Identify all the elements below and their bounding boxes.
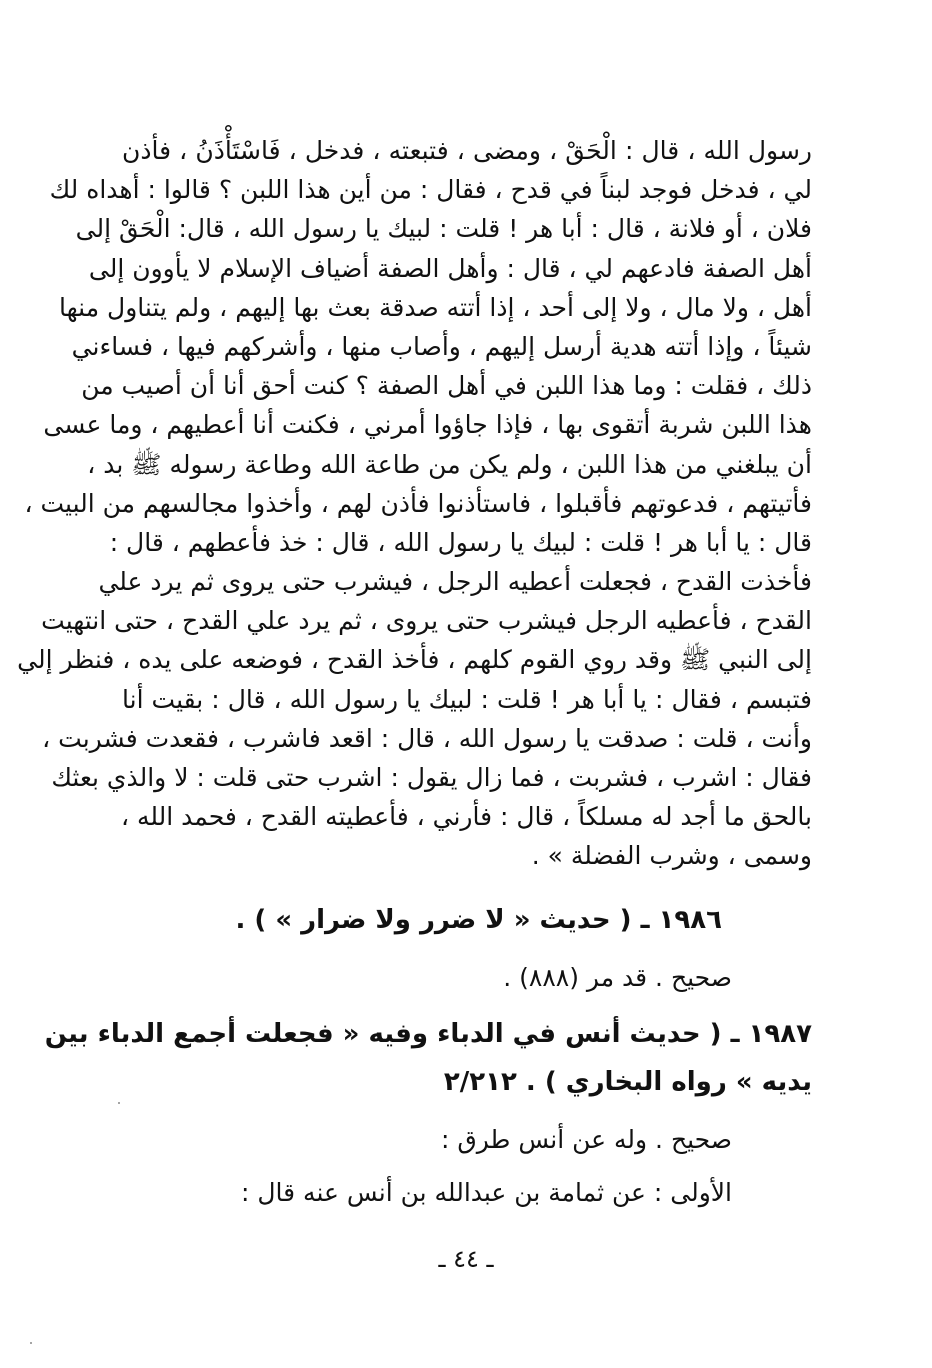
text-line: القدح ، فأعطيه الرجل فيشرب حتى يروى ، ثم يرد علي القدح ، حتى انتهيت xyxy=(41,606,812,636)
text-line: فتبسم ، فقال : يا أبا هر ! قلت : لبيك يا رسول الله ، قال : بقيت أنا xyxy=(122,684,812,714)
hadith-body-text xyxy=(17,131,812,876)
text-line: فقال : اشرب ، فشربت ، فما زال يقول : اشرب حتى قلت : لا والذي بعثك xyxy=(51,763,812,792)
text-line: فلان ، أو فلانة ، قال : أبا هر ! قلت : لبيك يا رسول الله ، قال: الْحَقْ إلى xyxy=(75,214,812,244)
text-line: فأتيتهم ، فدعوتهم فأقبلوا ، فاستأذنوا فأذن لهم ، وأخذوا مجالسهم من البيت ، xyxy=(24,488,812,518)
text-line: شيئاً ، وإذا أتته هدية أرسل إليهم ، وأصاب منها ، وأشركهم فيها ، فساءني xyxy=(71,331,812,361)
text-line: لي ، فدخل فوجد لبناً في قدح ، فقال : من أين هذا اللبن ؟ قالوا : أهداه لك xyxy=(49,175,812,205)
entry-1987-heading-line1: ١٩٨٧ ـ ( حديث أنس في الدباء وفيه « فجعلت أجمع الدباء بين xyxy=(44,1019,812,1049)
text-line: وسمى ، وشرب الفضلة » . xyxy=(531,841,812,871)
text-line: قال : يا أبا هر ! قلت : لبيك يا رسول الله ، قال : خذ فأعطهم ، قال : xyxy=(109,527,812,557)
entry-1987-note: صحيح . وله عن أنس طرق : xyxy=(440,1125,732,1154)
text-line: أن يبلغني من هذا اللبن ، ولم يكن من طاعة الله وطاعة رسوله ﷺ بد ، xyxy=(87,449,812,479)
entry-1987-heading-line2: يديه » رواه البخاري ) . ٢/٢١٢ xyxy=(443,1067,812,1097)
scan-speck xyxy=(118,1102,120,1104)
text-line: فأخذت القدح ، فجعلت أعطيه الرجل ، فيشرب حتى يروى ثم يرد علي xyxy=(98,567,812,597)
entry-1987-first-route: الأولى : عن ثمامة بن عبدالله بن أنس عنه قال : xyxy=(241,1178,732,1207)
text-line: أهل ، ولا مال ، ولا إلى أحد ، إذا أتته صدقة بعث بها إليهم ، ولم يتناول منها xyxy=(59,292,812,322)
entry-1986-heading: ١٩٨٦ ـ ( حديث « لا ضرر ولا ضرار » ) . xyxy=(235,905,722,935)
text-line: هذا اللبن شربة أتقوى بها ، فإذا جاؤوا أمرني ، فكنت أنا أعطيهم ، وما عسى xyxy=(43,410,812,440)
text-line: إلى النبي ﷺ وقد روي القوم كلهم ، فأخذ القدح ، فوضعه على يده ، فنظر إلي xyxy=(17,645,812,675)
text-line: أهل الصفة فادعهم لي ، قال : وأهل الصفة أضياف الإسلام لا يأوون إلى xyxy=(88,253,812,283)
text-line: بالحق ما أجد له مسلكاً ، قال : فأرني ، فأعطيته القدح ، فحمد الله ، xyxy=(120,802,812,832)
text-line: ذلك ، فقلت : وما هذا اللبن في أهل الصفة ؟ كنت أحق أنا أن أصيب من xyxy=(81,371,812,401)
text-line: رسول الله ، قال : الْحَقْ ، ومضى ، فتبعته ، فدخل ، فَاسْتَأْذَنُ ، فأذن xyxy=(122,136,812,165)
entry-1986-note: صحيح . قد مر (٨٨٨) . xyxy=(503,963,732,992)
scan-speck xyxy=(30,1342,32,1344)
page-number: ـ ٤٤ ـ xyxy=(438,1245,494,1273)
text-line: وأنت ، قلت : صدقت يا رسول الله ، قال : اقعد فاشرب ، فقعدت فشربت ، xyxy=(42,723,812,753)
